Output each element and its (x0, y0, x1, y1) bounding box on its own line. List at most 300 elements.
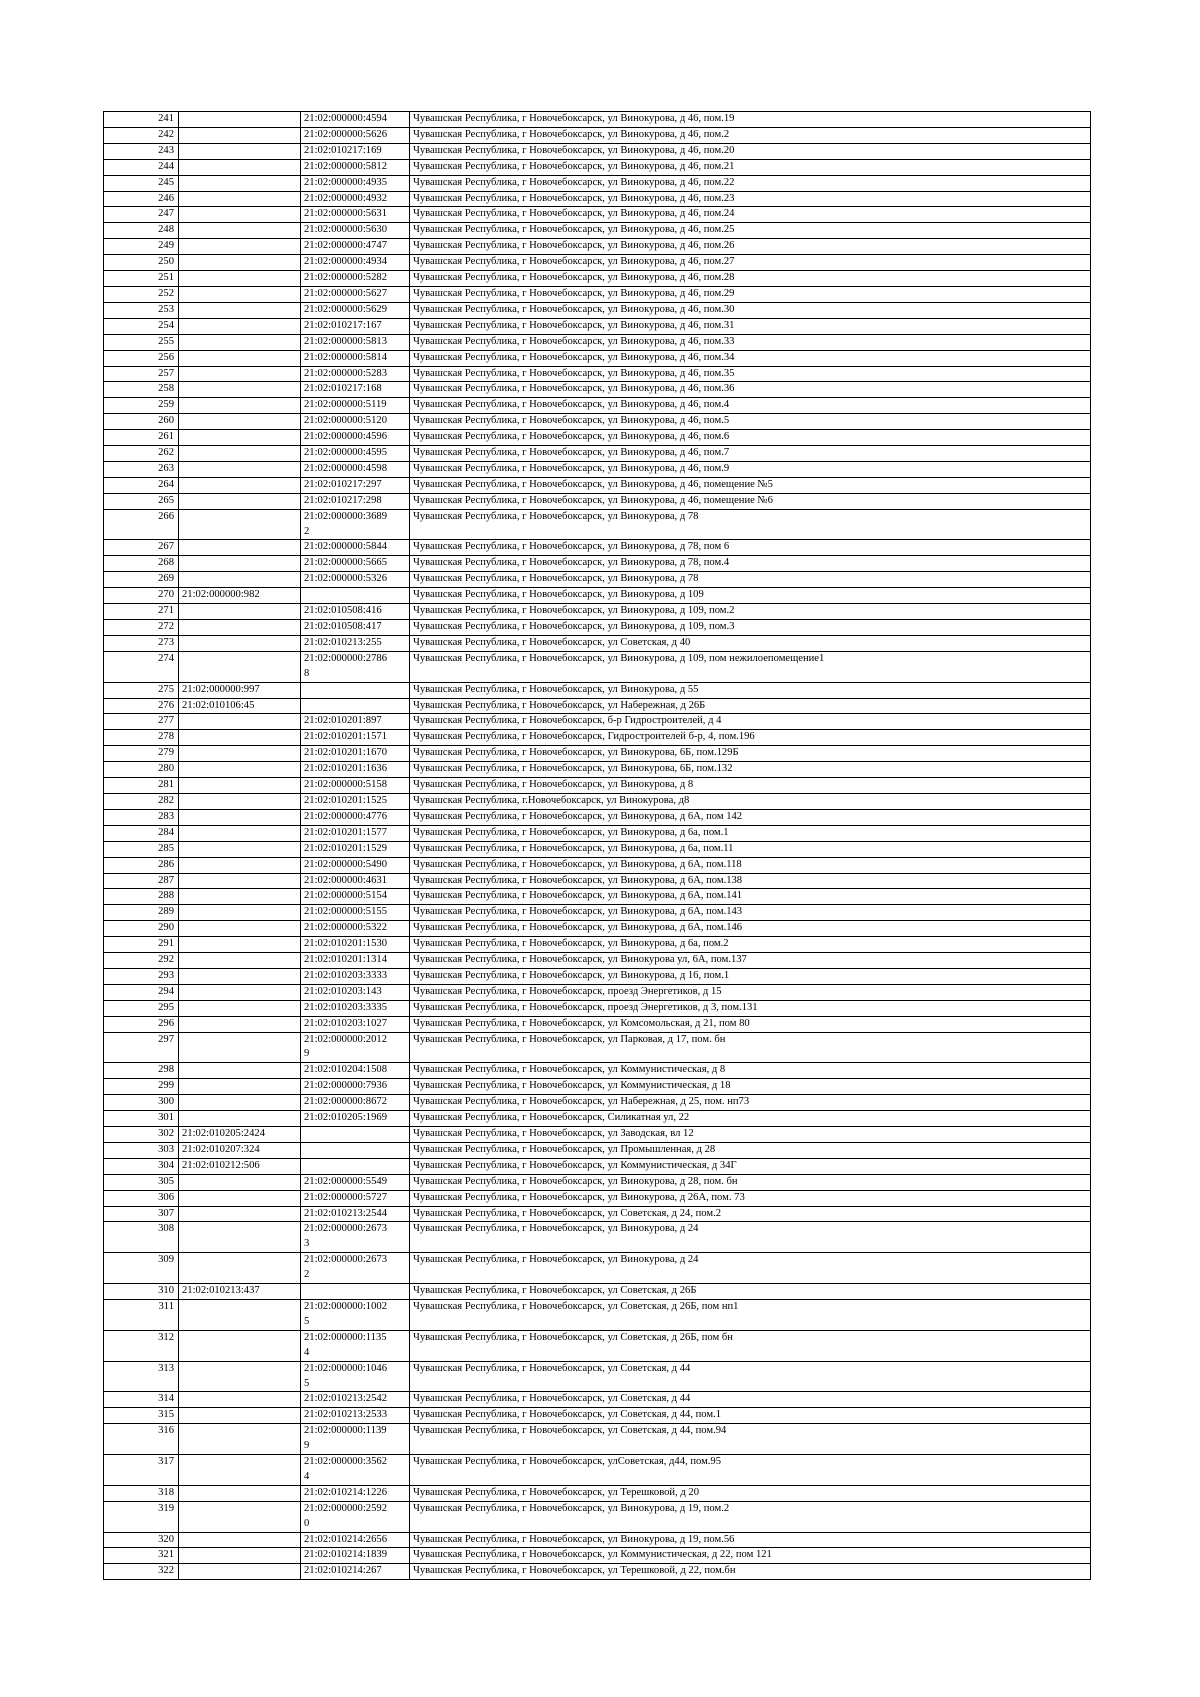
table-row (104, 366, 1091, 382)
building-cadastral-line-wrap: 5 (304, 1315, 310, 1327)
address-cell: Чувашская Республика, г Новочебоксарск, ул Винокурова, д 78 (410, 572, 1091, 588)
table-row (104, 239, 1091, 255)
row-number-cell: 243 (104, 143, 179, 159)
table-row (104, 1174, 1091, 1190)
building-cadastral-line: 21:02:000000:1135 (304, 1331, 387, 1343)
building-cadastral-cell: 21:02:010201:1525 (301, 793, 410, 809)
building-cadastral-cell: 21:02:000000:5154 (301, 889, 410, 905)
address-cell: Чувашская Республика, г Новочебоксарск, Гидростроителей б-р, 4, пом.196 (410, 730, 1091, 746)
building-cadastral-cell: 21:02:010213:2533 (301, 1408, 410, 1424)
building-cadastral-cell: 21:02:000000:5627 (301, 286, 410, 302)
building-cadastral-cell (301, 1127, 410, 1143)
building-cadastral-line-wrap: 4 (304, 1470, 310, 1482)
property-table (103, 111, 1091, 1580)
land-cadastral-cell (179, 1253, 301, 1284)
address-cell: Чувашская Республика, г Новочебоксарск, ул Набережная, д 26Б (410, 698, 1091, 714)
address-cell: Чувашская Республика, г Новочебоксарск, ул Советская, д 26Б, пом нп1 (410, 1299, 1091, 1330)
address-cell: Чувашская Республика, г Новочебоксарск, ул Коммунистическая, д 8 (410, 1063, 1091, 1079)
address-cell: Чувашская Республика, г Новочебоксарск, ул Винокурова, д 46, пом.24 (410, 207, 1091, 223)
table-row (104, 382, 1091, 398)
building-cadastral-line: 21:02:000000:3562 (304, 1456, 387, 1468)
address-cell: Чувашская Республика, г Новочебоксарск, ул Винокурова, д 6А, пом.141 (410, 889, 1091, 905)
address-cell: Чувашская Республика, г Новочебоксарск, ул Винокурова, д 46, пом.35 (410, 366, 1091, 382)
row-number-cell: 302 (104, 1127, 179, 1143)
land-cadastral-cell: 21:02:000000:997 (179, 682, 301, 698)
address-cell: Чувашская Республика, г Новочебоксарск, ул Винокурова, д 19, пом.56 (410, 1532, 1091, 1548)
building-cadastral-cell (301, 509, 410, 540)
address-cell: Чувашская Республика, г Новочебоксарск, ул Винокурова, д 46, пом.9 (410, 461, 1091, 477)
building-cadastral-cell: 21:02:000000:4595 (301, 446, 410, 462)
row-number-cell: 320 (104, 1532, 179, 1548)
address-cell: Чувашская Республика, г Новочебоксарск, ул Советская, д 40 (410, 635, 1091, 651)
land-cadastral-cell (179, 746, 301, 762)
building-cadastral-cell: 21:02:000000:5814 (301, 350, 410, 366)
row-number-cell: 259 (104, 398, 179, 414)
building-cadastral-cell (301, 1158, 410, 1174)
address-cell: Чувашская Республика, г Новочебоксарск, ул Советская, д 24, пом.2 (410, 1206, 1091, 1222)
building-cadastral-cell: 21:02:000000:4776 (301, 809, 410, 825)
table-row (104, 350, 1091, 366)
building-cadastral-cell: 21:02:010201:1314 (301, 953, 410, 969)
address-cell: Чувашская Республика, г Новочебоксарск, ул Винокурова, д 6А, пом.118 (410, 857, 1091, 873)
table-row (104, 318, 1091, 334)
address-cell: Чувашская Республика, г Новочебоксарск, ул Набережная, д 25, пом. нп73 (410, 1095, 1091, 1111)
building-cadastral-cell: 21:02:010201:1577 (301, 825, 410, 841)
land-cadastral-cell (179, 1408, 301, 1424)
table-row (104, 873, 1091, 889)
building-cadastral-line: 21:02:000000:3689 (304, 510, 387, 522)
address-cell: Чувашская Республика, г Новочебоксарск, ул Винокурова ул, 6А, пом.137 (410, 953, 1091, 969)
address-cell: Чувашская Республика, г Новочебоксарск, ул Парковая, д 17, пом. бн (410, 1032, 1091, 1063)
address-cell: Чувашская Республика, г Новочебоксарск, ул Винокурова, д 46, пом.23 (410, 191, 1091, 207)
building-cadastral-cell: 21:02:000000:5283 (301, 366, 410, 382)
building-cadastral-line-wrap: 0 (304, 1517, 310, 1529)
land-cadastral-cell (179, 1548, 301, 1564)
row-number-cell: 311 (104, 1299, 179, 1330)
land-cadastral-cell (179, 175, 301, 191)
row-number-cell: 287 (104, 873, 179, 889)
row-number-cell: 261 (104, 430, 179, 446)
address-cell: Чувашская Республика, г Новочебоксарск, ул Советская, д 44, пом.1 (410, 1408, 1091, 1424)
land-cadastral-cell (179, 1564, 301, 1580)
table-row (104, 1142, 1091, 1158)
building-cadastral-cell: 21:02:000000:4932 (301, 191, 410, 207)
land-cadastral-cell (179, 1361, 301, 1392)
land-cadastral-cell (179, 540, 301, 556)
table-row (104, 1485, 1091, 1501)
land-cadastral-cell (179, 604, 301, 620)
land-cadastral-cell (179, 1424, 301, 1455)
address-cell: Чувашская Республика, г Новочебоксарск, ул Винокурова, 6Б, пом.132 (410, 762, 1091, 778)
table-row (104, 1190, 1091, 1206)
table-row (104, 1424, 1091, 1455)
building-cadastral-cell: 21:02:010508:417 (301, 620, 410, 636)
row-number-cell: 246 (104, 191, 179, 207)
row-number-cell: 293 (104, 968, 179, 984)
table-row (104, 191, 1091, 207)
row-number-cell: 295 (104, 1000, 179, 1016)
building-cadastral-cell: 21:02:010214:2656 (301, 1532, 410, 1548)
row-number-cell: 242 (104, 127, 179, 143)
address-cell: Чувашская Республика, г Новочебоксарск, ул Советская, д 26Б, пом бн (410, 1330, 1091, 1361)
building-cadastral-cell: 21:02:010217:297 (301, 477, 410, 493)
building-cadastral-cell: 21:02:000000:4596 (301, 430, 410, 446)
land-cadastral-cell (179, 1032, 301, 1063)
table-row (104, 698, 1091, 714)
building-cadastral-cell (301, 1330, 410, 1361)
address-cell: Чувашская Республика, г Новочебоксарск, ул Винокурова, д 46, пом.2 (410, 127, 1091, 143)
table-row (104, 778, 1091, 794)
building-cadastral-cell: 21:02:010217:167 (301, 318, 410, 334)
address-cell: Чувашская Республика, г Новочебоксарск, ул Винокурова, д 46, пом.20 (410, 143, 1091, 159)
row-number-cell: 308 (104, 1222, 179, 1253)
address-cell: Чувашская Республика, г Новочебоксарск, ул Винокурова, д 78, пом.4 (410, 556, 1091, 572)
table-row (104, 430, 1091, 446)
table-row (104, 175, 1091, 191)
row-number-cell: 272 (104, 620, 179, 636)
address-cell: Чувашская Республика, г Новочебоксарск, ул Винокурова, д 46, пом.26 (410, 239, 1091, 255)
address-cell: Чувашская Республика, г Новочебоксарск, ул Коммунистическая, д 34Г (410, 1158, 1091, 1174)
building-cadastral-cell: 21:02:010214:1226 (301, 1485, 410, 1501)
land-cadastral-cell (179, 730, 301, 746)
table-row (104, 588, 1091, 604)
land-cadastral-cell (179, 509, 301, 540)
table-row (104, 921, 1091, 937)
row-number-cell: 297 (104, 1032, 179, 1063)
land-cadastral-cell (179, 984, 301, 1000)
table-row (104, 572, 1091, 588)
address-cell: Чувашская Республика, г Новочебоксарск, ул Винокурова, д 6а, пом.11 (410, 841, 1091, 857)
row-number-cell: 264 (104, 477, 179, 493)
land-cadastral-cell (179, 1330, 301, 1361)
land-cadastral-cell (179, 1095, 301, 1111)
property-table-body (104, 112, 1091, 1580)
table-row (104, 682, 1091, 698)
table-row (104, 1016, 1091, 1032)
table-row (104, 1032, 1091, 1063)
table-row (104, 1127, 1091, 1143)
row-number-cell: 250 (104, 255, 179, 271)
row-number-cell: 279 (104, 746, 179, 762)
building-cadastral-cell (301, 1284, 410, 1300)
table-row (104, 953, 1091, 969)
building-cadastral-line: 21:02:000000:1002 (304, 1300, 387, 1312)
building-cadastral-cell: 21:02:010217:168 (301, 382, 410, 398)
address-cell: Чувашская Республика, г Новочебоксарск, ул Винокурова, д 46, пом.5 (410, 414, 1091, 430)
land-cadastral-cell (179, 937, 301, 953)
row-number-cell: 306 (104, 1190, 179, 1206)
row-number-cell: 274 (104, 651, 179, 682)
building-cadastral-cell (301, 1299, 410, 1330)
address-cell: Чувашская Республика, г Новочебоксарск, ул Винокурова, д 46, помещение №6 (410, 493, 1091, 509)
building-cadastral-cell (301, 1253, 410, 1284)
address-cell: Чувашская Республика, г Новочебоксарск, ул Винокурова, д 46, пом.7 (410, 446, 1091, 462)
row-number-cell: 303 (104, 1142, 179, 1158)
building-cadastral-cell: 21:02:000000:5326 (301, 572, 410, 588)
land-cadastral-cell (179, 1501, 301, 1532)
table-row (104, 143, 1091, 159)
address-cell: Чувашская Республика, г Новочебоксарск, ул Винокурова, д 55 (410, 682, 1091, 698)
land-cadastral-cell (179, 430, 301, 446)
land-cadastral-cell (179, 620, 301, 636)
table-row (104, 746, 1091, 762)
land-cadastral-cell: 21:02:010212:506 (179, 1158, 301, 1174)
address-cell: Чувашская Республика, г Новочебоксарск, проезд Энергетиков, д 3, пом.131 (410, 1000, 1091, 1016)
table-row (104, 1361, 1091, 1392)
row-number-cell: 244 (104, 159, 179, 175)
building-cadastral-line: 21:02:000000:1046 (304, 1362, 387, 1374)
building-cadastral-cell: 21:02:000000:5630 (301, 223, 410, 239)
land-cadastral-cell (179, 382, 301, 398)
table-row (104, 255, 1091, 271)
row-number-cell: 254 (104, 318, 179, 334)
address-cell: Чувашская Республика, г Новочебоксарск, ул Винокурова, 6Б, пом.129Б (410, 746, 1091, 762)
building-cadastral-line: 21:02:000000:2012 (304, 1033, 387, 1045)
land-cadastral-cell (179, 1222, 301, 1253)
land-cadastral-cell (179, 1063, 301, 1079)
table-row (104, 1111, 1091, 1127)
building-cadastral-cell: 21:02:010213:255 (301, 635, 410, 651)
table-row (104, 414, 1091, 430)
address-cell: Чувашская Республика, г Новочебоксарск, ул Винокурова, д 46, пом.30 (410, 302, 1091, 318)
table-row (104, 159, 1091, 175)
table-row (104, 1079, 1091, 1095)
row-number-cell: 299 (104, 1079, 179, 1095)
building-cadastral-cell: 21:02:010213:2542 (301, 1392, 410, 1408)
land-cadastral-cell (179, 873, 301, 889)
building-cadastral-cell: 21:02:000000:5119 (301, 398, 410, 414)
row-number-cell: 247 (104, 207, 179, 223)
land-cadastral-cell (179, 366, 301, 382)
land-cadastral-cell (179, 1532, 301, 1548)
table-row (104, 857, 1091, 873)
address-cell: Чувашская Республика, г Новочебоксарск, ул Винокурова, д 24 (410, 1222, 1091, 1253)
table-row (104, 1206, 1091, 1222)
address-cell: Чувашская Республика, г Новочебоксарск, ул Терешковой, д 22, пом.бн (410, 1564, 1091, 1580)
building-cadastral-cell: 21:02:000000:5813 (301, 334, 410, 350)
row-number-cell: 307 (104, 1206, 179, 1222)
building-cadastral-cell: 21:02:010201:1529 (301, 841, 410, 857)
table-row (104, 841, 1091, 857)
building-cadastral-cell: 21:02:000000:5120 (301, 414, 410, 430)
building-cadastral-cell: 21:02:010217:169 (301, 143, 410, 159)
land-cadastral-cell (179, 714, 301, 730)
row-number-cell: 245 (104, 175, 179, 191)
row-number-cell: 280 (104, 762, 179, 778)
table-row (104, 1330, 1091, 1361)
row-number-cell: 301 (104, 1111, 179, 1127)
table-row (104, 1548, 1091, 1564)
building-cadastral-cell: 21:02:000000:5844 (301, 540, 410, 556)
land-cadastral-cell: 21:02:010207:324 (179, 1142, 301, 1158)
row-number-cell: 271 (104, 604, 179, 620)
building-cadastral-line-wrap: 2 (304, 525, 310, 537)
address-cell: Чувашская Республика, г Новочебоксарск, ул Винокурова, д 24 (410, 1253, 1091, 1284)
land-cadastral-cell (179, 1455, 301, 1486)
address-cell: Чувашская Республика, г Новочебоксарск, ул Советская, д 44 (410, 1392, 1091, 1408)
building-cadastral-line: 21:02:000000:2673 (304, 1254, 387, 1266)
building-cadastral-cell: 21:02:000000:8672 (301, 1095, 410, 1111)
table-row (104, 540, 1091, 556)
building-cadastral-cell: 21:02:000000:5158 (301, 778, 410, 794)
address-cell: Чувашская Республика, г Новочебоксарск, ул Винокурова, д 6А, пом.146 (410, 921, 1091, 937)
table-row (104, 1284, 1091, 1300)
table-row (104, 223, 1091, 239)
row-number-cell: 310 (104, 1284, 179, 1300)
row-number-cell: 267 (104, 540, 179, 556)
land-cadastral-cell (179, 1392, 301, 1408)
building-cadastral-cell: 21:02:000000:5626 (301, 127, 410, 143)
table-row (104, 446, 1091, 462)
table-row (104, 556, 1091, 572)
row-number-cell: 292 (104, 953, 179, 969)
row-number-cell: 321 (104, 1548, 179, 1564)
land-cadastral-cell (179, 1111, 301, 1127)
table-row (104, 509, 1091, 540)
table-row (104, 1392, 1091, 1408)
land-cadastral-cell: 21:02:010106:45 (179, 698, 301, 714)
building-cadastral-line: 21:02:000000:2592 (304, 1502, 387, 1514)
row-number-cell: 252 (104, 286, 179, 302)
row-number-cell: 304 (104, 1158, 179, 1174)
address-cell: Чувашская Республика, г Новочебоксарск, б-р Гидростроителей, д 4 (410, 714, 1091, 730)
land-cadastral-cell (179, 477, 301, 493)
land-cadastral-cell (179, 398, 301, 414)
land-cadastral-cell (179, 651, 301, 682)
address-cell: Чувашская Республика, г Новочебоксарск, ул Винокурова, д 6А, пом 142 (410, 809, 1091, 825)
row-number-cell: 269 (104, 572, 179, 588)
row-number-cell: 266 (104, 509, 179, 540)
row-number-cell: 256 (104, 350, 179, 366)
land-cadastral-cell (179, 1174, 301, 1190)
land-cadastral-cell (179, 318, 301, 334)
row-number-cell: 248 (104, 223, 179, 239)
row-number-cell: 262 (104, 446, 179, 462)
table-row (104, 461, 1091, 477)
table-row (104, 1000, 1091, 1016)
row-number-cell: 291 (104, 937, 179, 953)
land-cadastral-cell (179, 350, 301, 366)
row-number-cell: 319 (104, 1501, 179, 1532)
row-number-cell: 283 (104, 809, 179, 825)
land-cadastral-cell (179, 825, 301, 841)
building-cadastral-line: 21:02:000000:1139 (304, 1425, 387, 1437)
building-cadastral-cell: 21:02:000000:4594 (301, 112, 410, 128)
row-number-cell: 270 (104, 588, 179, 604)
table-row (104, 1095, 1091, 1111)
address-cell: Чувашская Республика, г Новочебоксарск, ул Винокурова, д 109, пом.3 (410, 620, 1091, 636)
table-row (104, 984, 1091, 1000)
address-cell: Чувашская Республика, г Новочебоксарск, ул Винокурова, д 46, пом.22 (410, 175, 1091, 191)
land-cadastral-cell (179, 414, 301, 430)
building-cadastral-cell: 21:02:000000:4934 (301, 255, 410, 271)
row-number-cell: 322 (104, 1564, 179, 1580)
table-row (104, 793, 1091, 809)
land-cadastral-cell (179, 857, 301, 873)
land-cadastral-cell (179, 556, 301, 572)
address-cell: Чувашская Республика, г Новочебоксарск, ул Винокурова, д 6а, пом.1 (410, 825, 1091, 841)
building-cadastral-cell: 21:02:010217:298 (301, 493, 410, 509)
land-cadastral-cell (179, 953, 301, 969)
row-number-cell: 241 (104, 112, 179, 128)
building-cadastral-cell: 21:02:000000:5727 (301, 1190, 410, 1206)
row-number-cell: 288 (104, 889, 179, 905)
row-number-cell: 273 (104, 635, 179, 651)
address-cell: Чувашская Республика, г Новочебоксарск, ул Винокурова, д 46, помещение №5 (410, 477, 1091, 493)
table-row (104, 127, 1091, 143)
building-cadastral-line: 21:02:000000:2786 (304, 652, 387, 664)
address-cell: Чувашская Республика, г Новочебоксарск, улСоветская, д44, пом.95 (410, 1455, 1091, 1486)
table-row (104, 334, 1091, 350)
land-cadastral-cell (179, 1485, 301, 1501)
table-row (104, 1063, 1091, 1079)
table-row (104, 1158, 1091, 1174)
building-cadastral-cell (301, 1455, 410, 1486)
table-row (104, 302, 1091, 318)
building-cadastral-cell: 21:02:010201:1530 (301, 937, 410, 953)
building-cadastral-cell: 21:02:000000:5282 (301, 271, 410, 287)
row-number-cell: 255 (104, 334, 179, 350)
row-number-cell: 286 (104, 857, 179, 873)
table-row (104, 1253, 1091, 1284)
address-cell: Чувашская Республика, г Новочебоксарск, ул Винокурова, д 46, пом.29 (410, 286, 1091, 302)
row-number-cell: 289 (104, 905, 179, 921)
building-cadastral-cell: 21:02:000000:4598 (301, 461, 410, 477)
address-cell: Чувашская Республика, г Новочебоксарск, ул Винокурова, д 8 (410, 778, 1091, 794)
building-cadastral-cell: 21:02:010203:143 (301, 984, 410, 1000)
table-row (104, 1299, 1091, 1330)
building-cadastral-cell: 21:02:000000:5631 (301, 207, 410, 223)
building-cadastral-cell: 21:02:010201:1636 (301, 762, 410, 778)
land-cadastral-cell (179, 461, 301, 477)
address-cell: Чувашская Республика, г Новочебоксарск, проезд Энергетиков, д 15 (410, 984, 1091, 1000)
address-cell: Чувашская Республика, г Новочебоксарск, ул Винокурова, д 78, пом 6 (410, 540, 1091, 556)
building-cadastral-line-wrap: 2 (304, 1269, 310, 1281)
address-cell: Чувашская Республика, г Новочебоксарск, ул Винокурова, д 78 (410, 509, 1091, 540)
land-cadastral-cell (179, 809, 301, 825)
address-cell: Чувашская Республика, г Новочебоксарск, ул Винокурова, д 46, пом.4 (410, 398, 1091, 414)
land-cadastral-cell (179, 968, 301, 984)
building-cadastral-cell: 21:02:010214:1839 (301, 1548, 410, 1564)
row-number-cell: 318 (104, 1485, 179, 1501)
table-row (104, 905, 1091, 921)
table-row (104, 1501, 1091, 1532)
land-cadastral-cell (179, 1190, 301, 1206)
land-cadastral-cell (179, 841, 301, 857)
building-cadastral-cell: 21:02:000000:5322 (301, 921, 410, 937)
building-cadastral-line-wrap: 4 (304, 1346, 310, 1358)
land-cadastral-cell (179, 1206, 301, 1222)
address-cell: Чувашская Республика, г Новочебоксарск, ул Винокурова, д 109, пом.2 (410, 604, 1091, 620)
land-cadastral-cell: 21:02:000000:982 (179, 588, 301, 604)
address-cell: Чувашская Республика, г Новочебоксарск, ул Винокурова, д 109 (410, 588, 1091, 604)
row-number-cell: 316 (104, 1424, 179, 1455)
address-cell: Чувашская Республика, г Новочебоксарск, Силикатная ул, 22 (410, 1111, 1091, 1127)
table-row (104, 968, 1091, 984)
building-cadastral-cell: 21:02:000000:5665 (301, 556, 410, 572)
table-row (104, 635, 1091, 651)
row-number-cell: 260 (104, 414, 179, 430)
row-number-cell: 317 (104, 1455, 179, 1486)
table-row (104, 286, 1091, 302)
building-cadastral-cell: 21:02:010213:2544 (301, 1206, 410, 1222)
address-cell: Чувашская Республика, г Новочебоксарск, ул Винокурова, д 46, пом.6 (410, 430, 1091, 446)
building-cadastral-cell: 21:02:000000:7936 (301, 1079, 410, 1095)
row-number-cell: 268 (104, 556, 179, 572)
land-cadastral-cell (179, 493, 301, 509)
building-cadastral-cell (301, 1501, 410, 1532)
address-cell: Чувашская Республика, г Новочебоксарск, ул Винокурова, д 46, пом.33 (410, 334, 1091, 350)
